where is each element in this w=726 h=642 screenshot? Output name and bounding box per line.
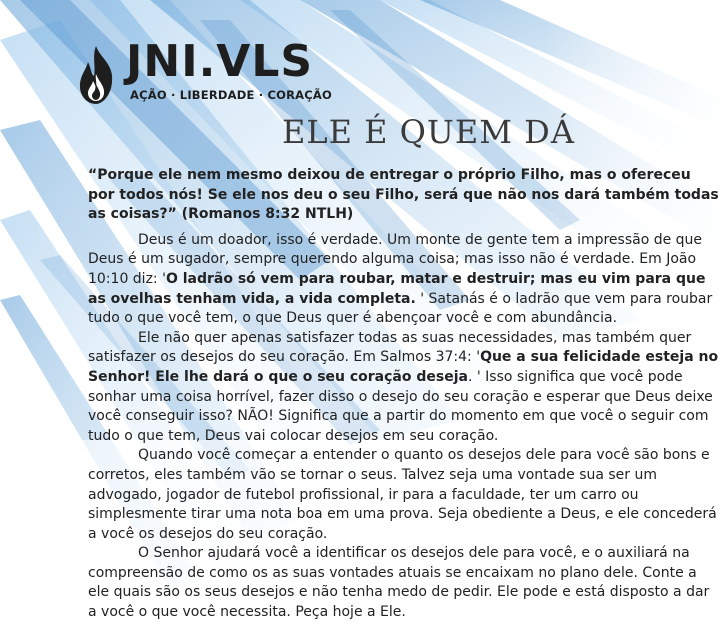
- paragraph-2-text-start: Ele não quer apenas satisfazer todas as suas necessidades, mas também quer satisfazer os desejos do seu coração. Em Salmos 37:4: ': [88, 329, 692, 366]
- article-body: [88, 166, 722, 623]
- paragraph-1-text-start: Deus é um doador, isso é verdade. Um monte de gente tem a impressão de que Deus é um sugador, sempre querendo alguma coisa; mas isso não é verdade. Em João 10:10 diz: ': [88, 231, 703, 287]
- paragraph-3: Quando você começar a entender o quanto os desejos dele para você são bons e corretos, eles também vão se tornar o seus. Talvez seja uma vontade sua ser um advogado, jogador de futebol profissional, ir para a faculdade, ter um carro ou simplesmente tirar uma nota boa em uma prova. Seja obediente a Deus, e ele concederá a você os desejos do seu coração.: [88, 447, 717, 542]
- paragraph-2: [88, 329, 722, 447]
- brand-name: JNI.VLS: [126, 36, 314, 87]
- paragraph-1: [88, 231, 722, 329]
- scripture-quote: “Porque ele nem mesmo deixou de entregar o próprio Filho, mas o ofereceu por todos nós! Se ele nos deu o seu Filho, será que não nos dará também todas as coisas?” (Romanos 8:32 NTLH): [88, 167, 719, 223]
- paragraph-1-text-end: ' Satanás é o ladrão que vem para roubar tudo o que você tem, o que Deus quer é abençoar você e com abundância.: [88, 290, 713, 327]
- paragraph-4: O Senhor ajudará você a identificar os desejos dele para você, e o auxiliará na compreensão de como os as suas vontades atuais se encaixam no plano dele. Conte a ele quais são os seus desejos e não tenha medo de pedir. Ele pode e está disposto a dar a você o que você necessita. Peça hoje a Ele.: [88, 545, 710, 621]
- paragraph-1-bold-verse: O ladrão só vem para roubar, matar e destruir; mas eu vim para que as ovelhas tenham vida, a vida completa.: [88, 270, 706, 307]
- brand-tagline: AÇÃO · LIBERDADE · CORAÇÃO: [130, 88, 332, 102]
- paragraph-2-text-end: . ' Isso significa que você pode sonhar uma coisa horrível, fazer disso o desejo do seu coração e esperar que Deus deixe você conseguir isso? NÃO! Significa que a partir do momento em que você o seguir com tudo o que tem, Deus vai colocar desejos em seu coração.: [88, 368, 713, 444]
- paragraph-2-bold-verse: Que a sua felicidade esteja no Senhor! Ele lhe dará o que o seu coração deseja: [88, 349, 719, 385]
- flame-icon: [74, 44, 118, 106]
- page-title: ELE É QUEM DÁ: [282, 113, 575, 151]
